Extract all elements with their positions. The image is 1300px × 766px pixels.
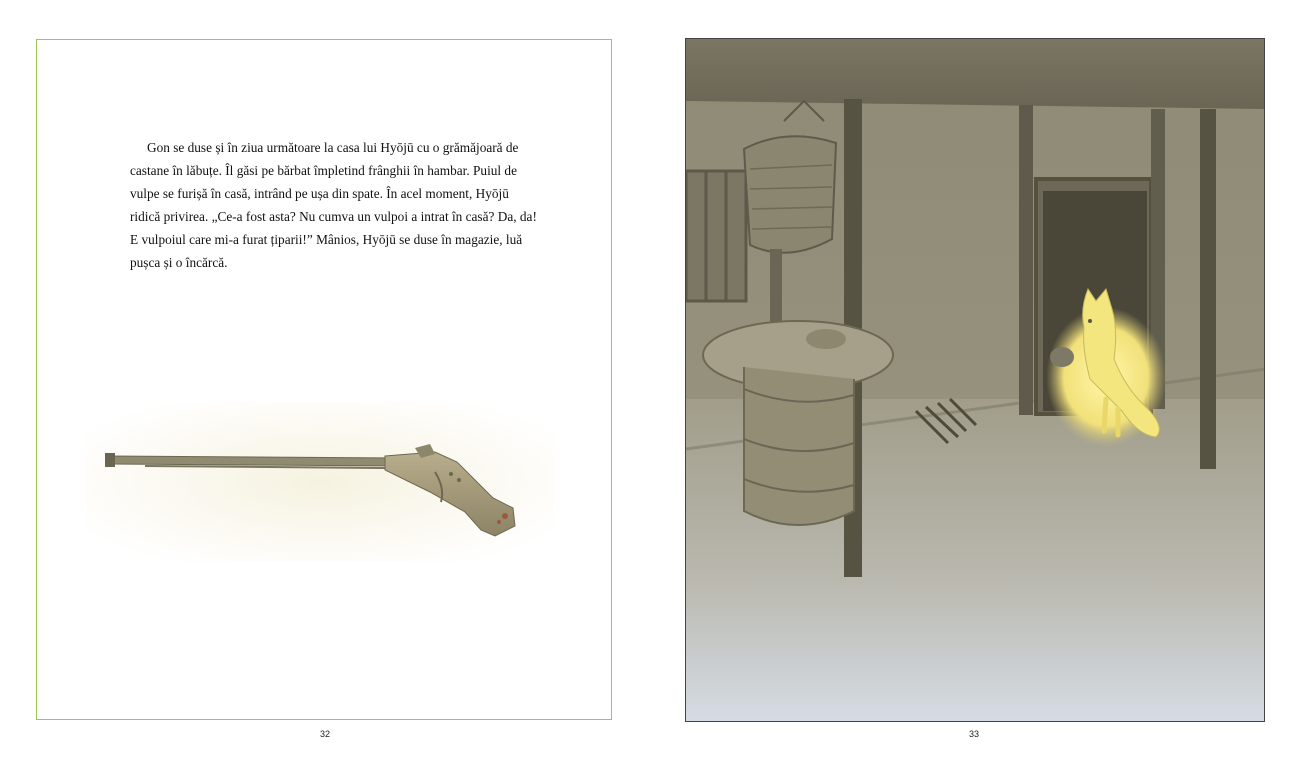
story-line: pușca și o încărcă. bbox=[130, 255, 228, 270]
right-page-illustration bbox=[685, 38, 1265, 722]
story-line: ridică privirea. „Ce-a fost asta? Nu cumva un vulpoi a intrat în casă? Da, da! bbox=[130, 209, 537, 224]
musket-illustration bbox=[85, 402, 555, 562]
page-number-right: 33 bbox=[969, 729, 980, 739]
story-line: E vulpoiul care mi-a furat țiparii!” Mânios, Hyōjū se duse în magazie, luă bbox=[130, 232, 523, 247]
story-line: castane în lăbuțe. Îl găsi pe bărbat împletind frânghii în hambar. Puiul de bbox=[130, 163, 517, 178]
left-page bbox=[36, 39, 612, 720]
story-line: Gon se duse și în ziua următoare la casa lui Hyōjū cu o grămăjoară de bbox=[147, 140, 519, 155]
story-line: vulpe se furișă în casă, intrând pe ușa din spate. În acel moment, Hyōjū bbox=[130, 186, 509, 201]
page-number-left: 32 bbox=[320, 729, 331, 739]
story-paragraph bbox=[130, 136, 537, 274]
